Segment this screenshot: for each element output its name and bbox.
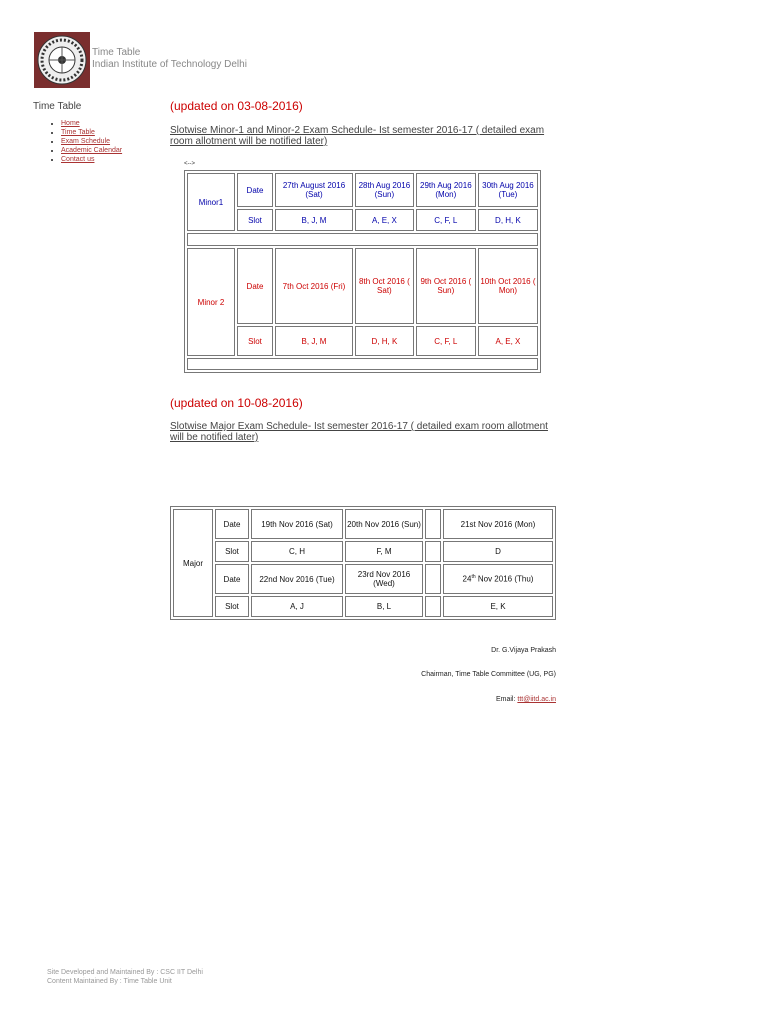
- major-slot-cell: F, M: [345, 541, 423, 562]
- footer: [47, 968, 203, 986]
- site-title: Time Table: [92, 47, 141, 58]
- sidebar-item-academic-calendar: [61, 146, 122, 155]
- minor2-date-cell: 9th Oct 2016 ( Sun): [416, 248, 476, 324]
- minor1-label: Minor1: [187, 173, 235, 231]
- empty-cell: [425, 596, 441, 617]
- minor1-date-cell: 28th Aug 2016 (Sun): [355, 173, 414, 207]
- sidebar-item-exam-schedule: [61, 137, 122, 146]
- major-slot-cell: E, K: [443, 596, 553, 617]
- major-slot-label: Slot: [215, 596, 249, 617]
- sidebar-link-academic-calendar[interactable]: Academic Calendar: [61, 147, 123, 154]
- minor1-date-cell: 30th Aug 2016 (Tue): [478, 173, 538, 207]
- spacer-row: [187, 233, 538, 246]
- major-date-cell: 22nd Nov 2016 (Tue): [251, 564, 343, 594]
- major-slot-cell: B, L: [345, 596, 423, 617]
- major-slot-cell: A, J: [251, 596, 343, 617]
- sidebar-title: Time Table: [33, 101, 82, 112]
- signatory-name: Dr. G.Vijaya Prakash: [491, 647, 556, 654]
- minor2-label: Minor 2: [187, 248, 235, 356]
- empty-cell: [425, 541, 441, 562]
- date-suffix: th: [471, 574, 476, 581]
- minor2-date-cell: 7th Oct 2016 (Fri): [275, 248, 353, 324]
- sidebar-link-exam-schedule[interactable]: Exam Schedule: [61, 138, 111, 145]
- major-date-label: Date: [215, 564, 249, 594]
- major-slot-cell: C, H: [251, 541, 343, 562]
- minor2-date-label: Date: [237, 248, 273, 324]
- major-slot-label: Slot: [215, 541, 249, 562]
- footer-content: Content Maintained By : Time Table Unit: [47, 978, 172, 985]
- empty-cell: [425, 509, 441, 539]
- email-label: Email:: [495, 696, 516, 703]
- minor2-slot-cell: A, E, X: [478, 326, 538, 356]
- minor-schedule-heading: Slotwise Minor-1 and Minor-2 Exam Schedule- Ist semester 2016-17 ( detailed exam room allotment will be notified later): [170, 125, 545, 147]
- nav-arrows: <-->: [184, 161, 196, 167]
- minor-exam-table: [184, 170, 541, 373]
- date-rest: Nov 2016 (Thu): [475, 574, 534, 584]
- institute-name: Indian Institute of Technology Delhi: [92, 59, 247, 70]
- sidebar-link-home[interactable]: Home: [61, 120, 80, 127]
- major-label: Major: [173, 509, 213, 617]
- sidebar-link-contact-us[interactable]: Contact us: [61, 156, 95, 163]
- minor2-slot-label: Slot: [237, 326, 273, 356]
- major-date-cell: 21st Nov 2016 (Mon): [443, 509, 553, 539]
- minor2-date-cell: 8th Oct 2016 ( Sat): [355, 248, 414, 324]
- major-date-cell: 23rd Nov 2016 (Wed): [345, 564, 423, 594]
- minor2-date-cell: 10th Oct 2016 ( Mon): [478, 248, 538, 324]
- minor1-date-cell: 29th Aug 2016 (Mon): [416, 173, 476, 207]
- date-number: 24: [462, 574, 472, 584]
- major-slot-cell: D: [443, 541, 553, 562]
- minor1-date-cell: 27th August 2016 (Sat): [275, 173, 353, 207]
- sidebar-item-home: [61, 119, 122, 128]
- sidebar-menu: [50, 119, 122, 164]
- major-date-label: Date: [215, 509, 249, 539]
- major-exam-table: [170, 506, 556, 620]
- signatory-email: [496, 696, 556, 703]
- minor2-slot-cell: B, J, M: [275, 326, 353, 356]
- sidebar-item-contact-us: [61, 155, 122, 164]
- minor1-slot-cell: A, E, X: [355, 209, 414, 231]
- update-notice-1: (updated on 03-08-2016): [170, 99, 303, 113]
- minor1-slot-label: Slot: [237, 209, 273, 231]
- spacer-row: [187, 358, 538, 370]
- minor1-slot-cell: D, H, K: [478, 209, 538, 231]
- minor1-slot-cell: C, F, L: [416, 209, 476, 231]
- iit-logo: [34, 32, 90, 88]
- signatory-role: Chairman, Time Table Committee (UG, PG): [421, 671, 556, 678]
- minor2-slot-cell: D, H, K: [355, 326, 414, 356]
- sidebar-link-time-table[interactable]: Time Table: [61, 129, 95, 136]
- minor2-slot-cell: C, F, L: [416, 326, 476, 356]
- major-date-cell: 20th Nov 2016 (Sun): [345, 509, 423, 539]
- minor1-slot-cell: B, J, M: [275, 209, 353, 231]
- footer-developer: Site Developed and Maintained By : CSC IIT Delhi: [47, 969, 203, 976]
- minor1-date-label: Date: [237, 173, 273, 207]
- sidebar-item-time-table: [61, 128, 122, 137]
- empty-cell: [425, 564, 441, 594]
- major-date-cell-thu: [443, 564, 553, 594]
- email-link[interactable]: ttt@iitd.ac.in: [517, 696, 556, 703]
- major-schedule-heading: Slotwise Major Exam Schedule- Ist semester 2016-17 ( detailed exam room allotment will be notified later): [170, 421, 548, 443]
- update-notice-2: (updated on 10-08-2016): [170, 396, 303, 410]
- major-date-cell: 19th Nov 2016 (Sat): [251, 509, 343, 539]
